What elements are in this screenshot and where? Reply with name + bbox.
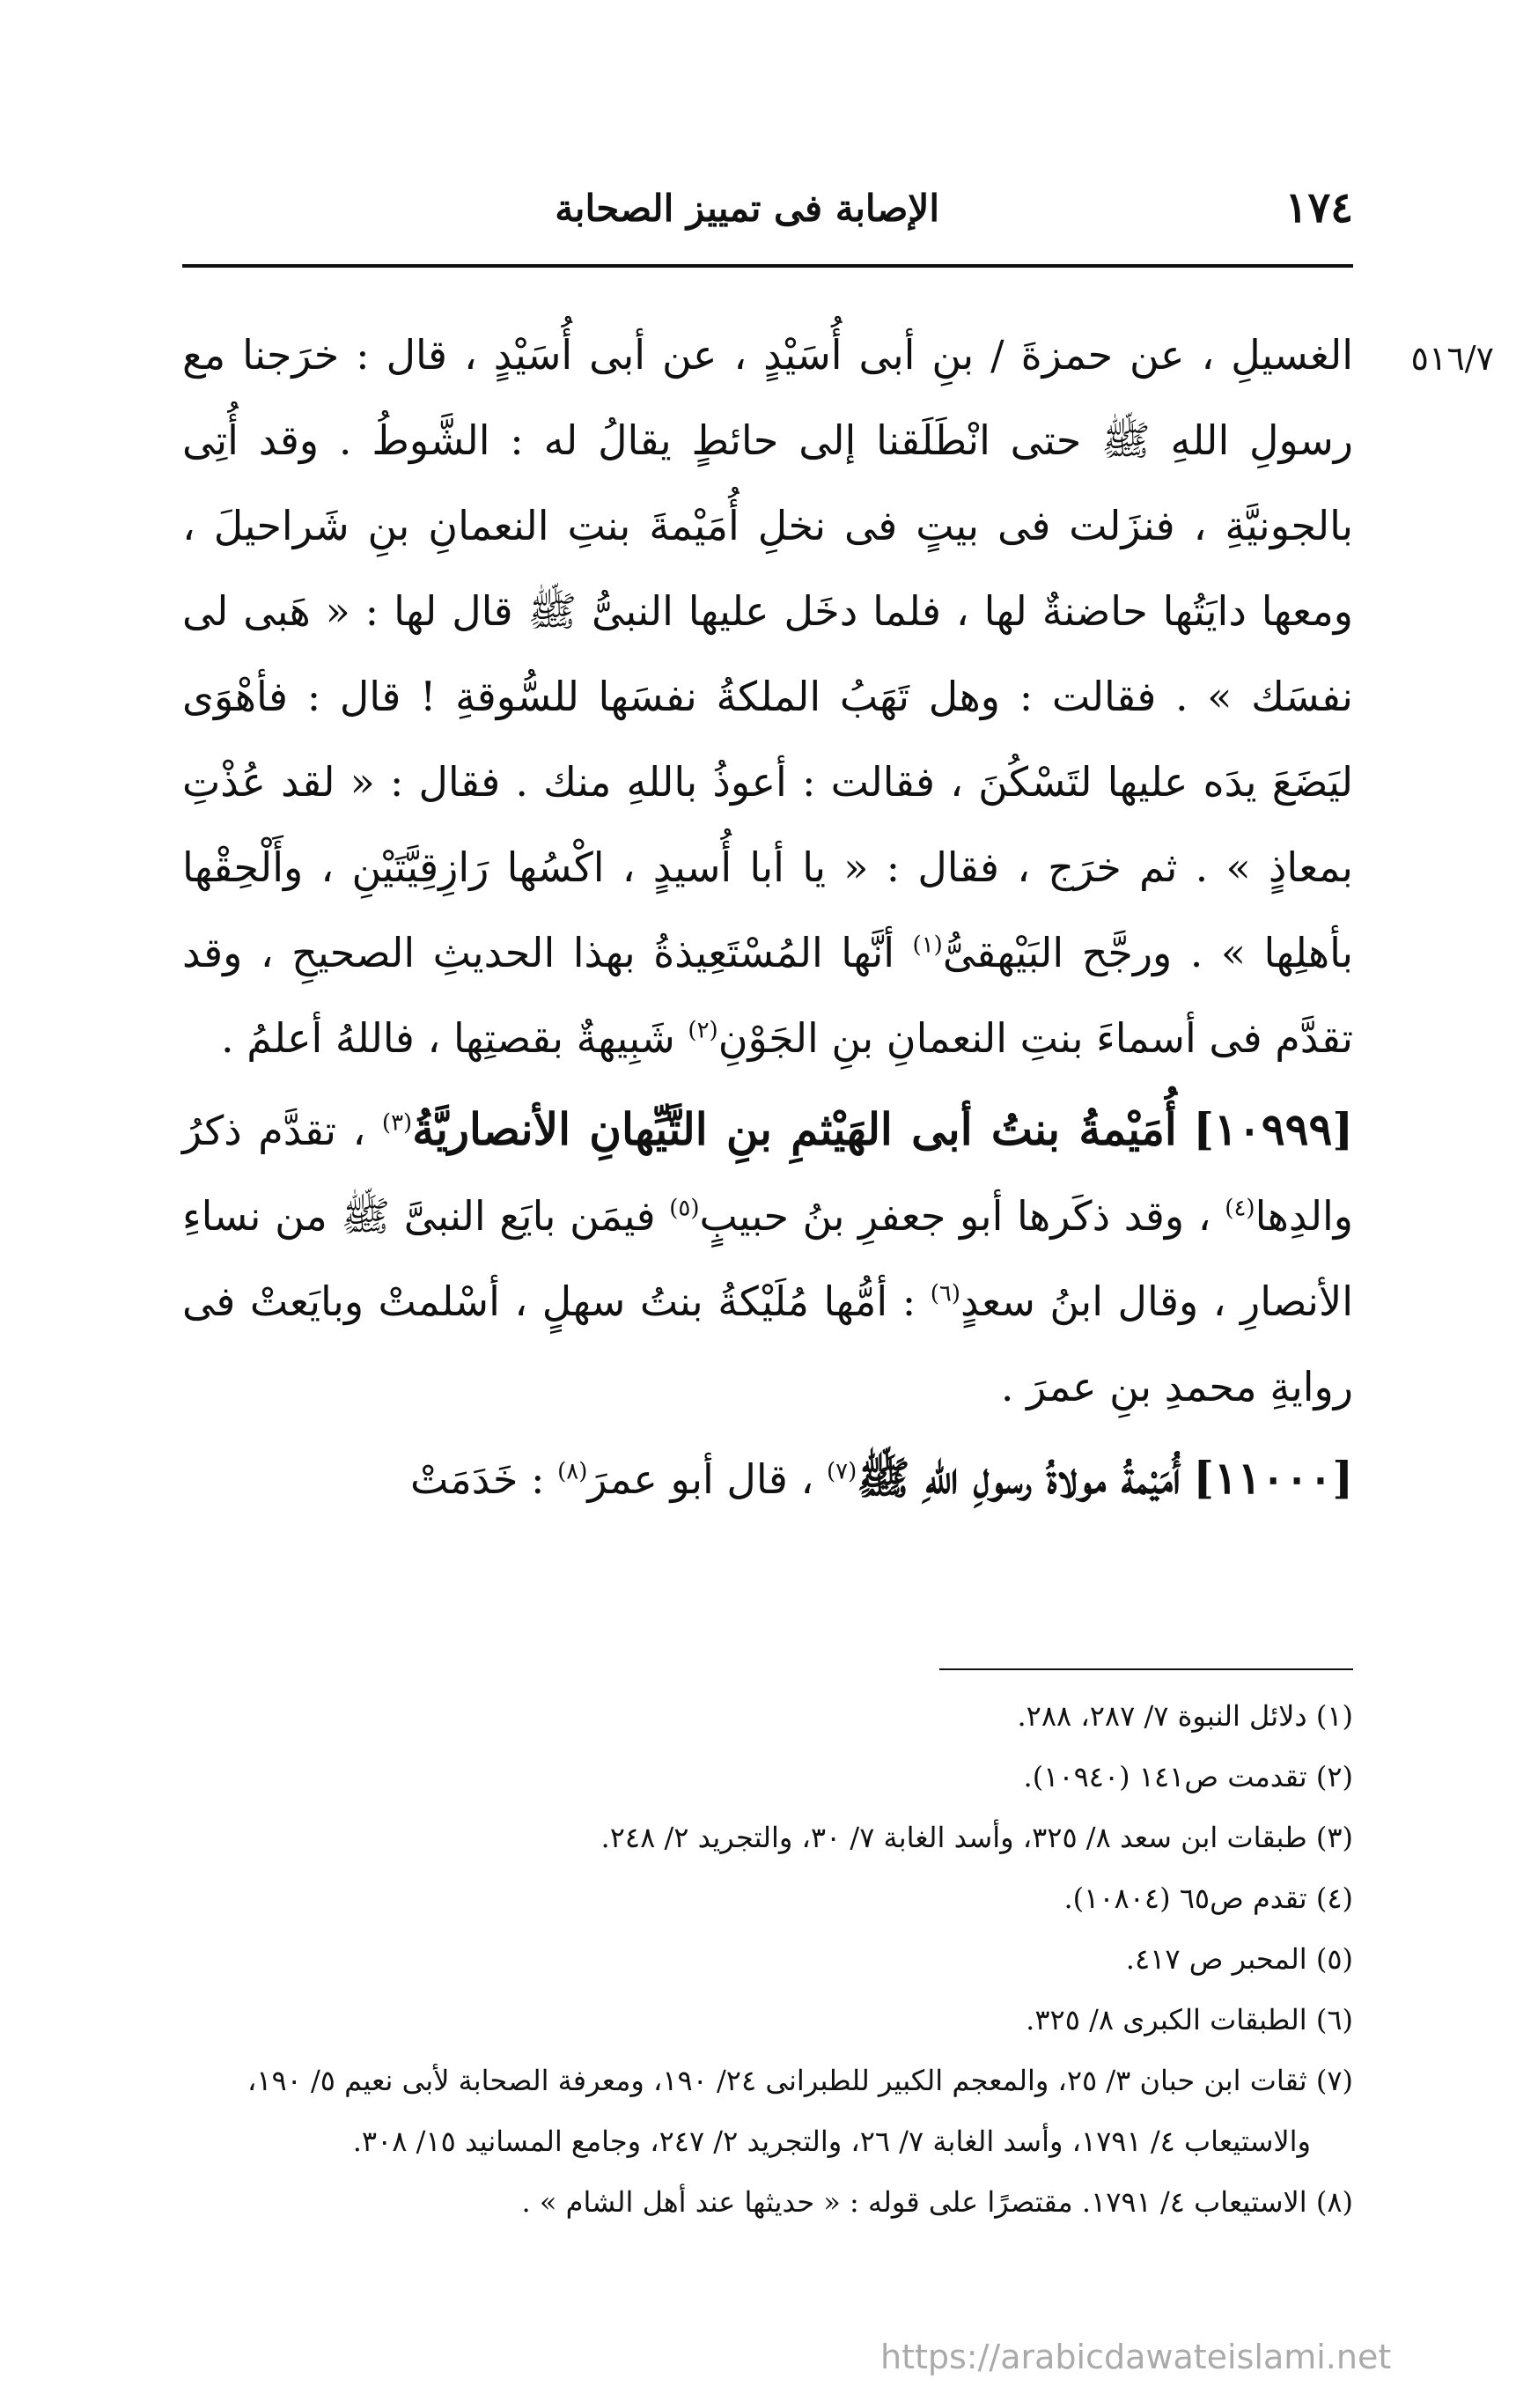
footnote: (٦) الطبقات الكبرى ٨/ ٣٢٥. bbox=[1026, 2003, 1353, 2036]
watermark-url: https://arabicdawateislami.net bbox=[880, 2338, 1392, 2376]
entry-name: أُمَيْمةُ بنتُ أبى الهَيْثمِ بنِ التَّيِّهانِ الأنصاريَّةُ bbox=[412, 1103, 1177, 1155]
footnote: (٧) ثقات ابن حبان ٣/ ٢٥، والمعجم الكبير للطبرانى ٢٤/ ١٩٠، ومعرفة الصحابة لأبى نعيم ٥/ ١٩٠، bbox=[247, 2064, 1353, 2097]
footnote: (١) دلائل النبوة ٧/ ٢٨٧، ٢٨٨. bbox=[1017, 1699, 1353, 1733]
footnote: (٢) تقدمت ص١٤١ (١٠٩٤٠). bbox=[1023, 1760, 1353, 1793]
footnote: (٤) تقدم ص٦٥ (١٠٨٠٤). bbox=[1063, 1881, 1353, 1915]
footnote-ref: (٧) bbox=[826, 1458, 857, 1485]
footnote-rule bbox=[939, 1668, 1353, 1670]
footnote: (٥) المحبر ص ٤١٧. bbox=[1125, 1942, 1353, 1976]
header-rule bbox=[182, 264, 1353, 268]
footnote-ref: (٤) bbox=[1225, 1195, 1255, 1222]
biography-entry: [١٠٩٩٩] أُمَيْمةُ بنتُ أبى الهَيْثمِ بنِ التَّيِّهانِ الأنصاريَّةُ$^{(٣)}$ ، تقدَّم ذكرُ والدِها$^{(٤)}$ ، وقد ذكَرها أبو جعفرِ بنُ حبيبٍ$^{(٥)}$ فيمَن بايَع النبىَّ ﷺ من نساءِ الأنصارِ ، وقال ابنُ سعدٍ$^{(٦)}$ : أمُّها مُلَيْكةُ بنتُ سهلٍ ، أسْلمتْ وبايَعتْ فى روايةِ محمدِ بنِ عمرَ . bbox=[182, 1103, 1353, 1410]
entry-number: [١٠٩٩٩] bbox=[1193, 1103, 1353, 1155]
footnote-ref: (٢) bbox=[688, 1017, 718, 1044]
page-number: ١٧٤ bbox=[1284, 183, 1353, 232]
running-title: الإصابة فى تمييز الصحابة bbox=[555, 187, 939, 230]
footnote: (٨) الاستيعاب ٤/ ١٧٩١. مقتصرًا على قوله : « حديثها عند أهل الشام » . bbox=[521, 2185, 1353, 2219]
footnote-ref: (١) bbox=[912, 932, 943, 959]
footnote: (٣) طبقات ابن سعد ٨/ ٣٢٥، وأسد الغابة ٧/ ٣٠، والتجريد ٢/ ٢٤٨. bbox=[600, 1821, 1353, 1854]
footnote-ref: (٨) bbox=[557, 1458, 588, 1485]
footnote-ref: (٣) bbox=[381, 1109, 413, 1137]
entry-name: أُمَيْمةُ مولاةُ رسولِ اللهِ ﷺ bbox=[857, 1452, 1181, 1504]
main-text bbox=[182, 313, 1353, 1522]
biography-entry: [١١٠٠٠] أُمَيْمةُ مولاةُ رسولِ اللهِ ﷺ$^{(٧)}$ ، قال أبو عمرَ$^{(٨)}$ : خَدَمَتْ bbox=[409, 1452, 1353, 1504]
margin-reference: ٥١٦/٧ bbox=[1410, 339, 1494, 378]
paragraph: الغسيلِ ، عن حمزةَ / بنِ أبى أُسَيْدٍ ، عن أبى أُسَيْدٍ ، قال : خرَجنا مع رسولِ اللهِ ﷺ حتى انْطَلَقنا إلى حائطٍ يقالُ له : الشَّوطُ . وقد أُتِى بالجونيَّةِ ، فنزَلت فى بيتٍ فى نخلِ أُمَيْمةَ بنتِ النعمانِ بنِ شَراحيلَ ، ومعها دايَتُها حاضنةٌ لها ، فلما دخَل عليها النبىُّ ﷺ قال لها : « هَبى لى نفسَك » . فقالت : وهل تَهَبُ الملكةُ نفسَها للسُّوقةِ ! قال : فأهْوَى ليَضَعَ يدَه عليها لتَسْكُنَ ، فقالت : أعوذُ باللهِ منك . فقال : « لقد عُذْتِ بمعاذٍ » . ثم خرَج ، فقال : « يا أبا أُسيدٍ ، اكْسُها رَازِقِيَّتَيْنِ ، وأَلْحِقْها بأهلِها » . ورجَّح البَيْهقىُّ$^{(١)}$ أنَّها المُسْتَعِيذةُ بهذا الحديثِ الصحيحِ ، وقد تقدَّم فى أسماءَ بنتِ النعمانِ بنِ الجَوْنِ$^{(٢)}$ شَبِيهةٌ بقصتِها ، فاللهُ أعلمُ . bbox=[182, 331, 1353, 1062]
footnote-ref: (٦) bbox=[930, 1280, 961, 1307]
entry-number: [١١٠٠٠] bbox=[1193, 1452, 1353, 1504]
footnote-ref: (٥) bbox=[669, 1195, 700, 1222]
footnote-continuation: والاستيعاب ٤/ ١٧٩١، وأسد الغابة ٧/ ٢٦، والتجريد ٢/ ٢٤٧، وجامع المسانيد ١٥/ ٣٠٨. bbox=[352, 2124, 1311, 2158]
page-header bbox=[182, 183, 1353, 245]
footnotes bbox=[182, 1686, 1353, 2233]
